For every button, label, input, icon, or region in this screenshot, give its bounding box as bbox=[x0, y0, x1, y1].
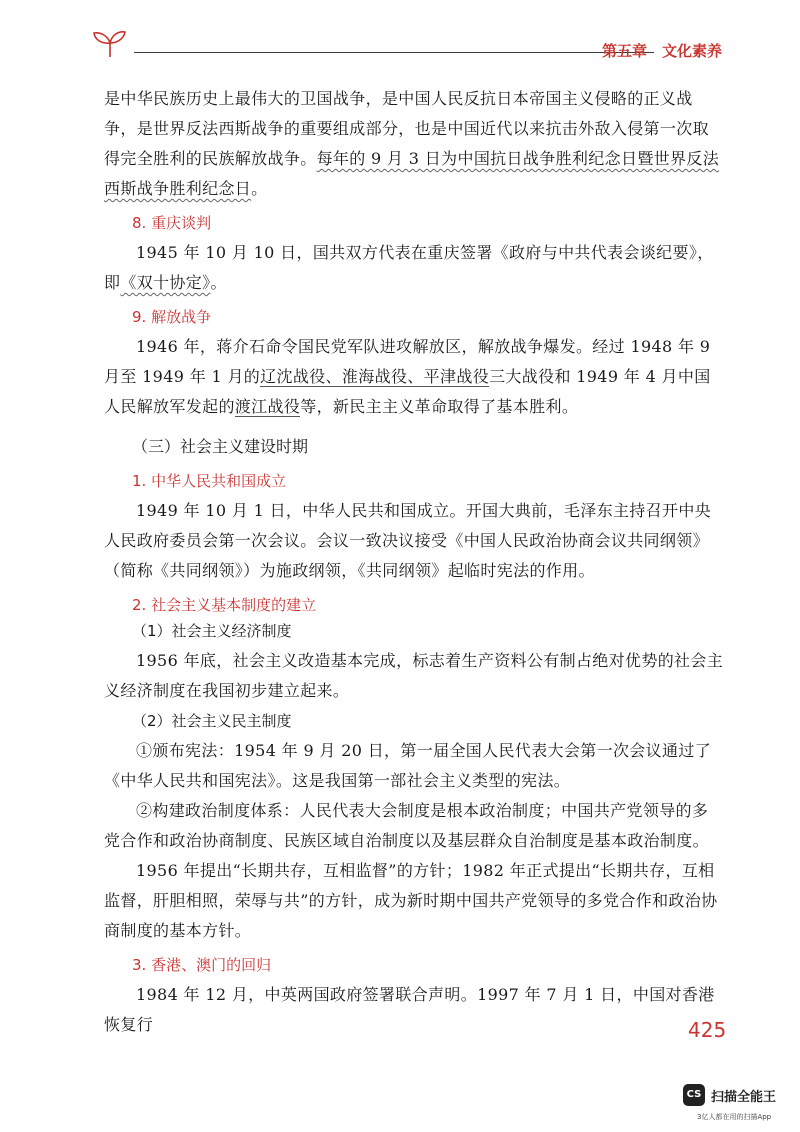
watermark-slogan: 3亿人都在用的扫描App bbox=[697, 1113, 772, 1121]
paragraph-hk-macau-return: 1984 年 12 月，中英两国政府签署联合声明。1997 年 7 月 1 日，中国对香港恢复行 bbox=[104, 985, 715, 1034]
paragraph-chongqing-talks: 1945 年 10 月 10 日，国共双方代表在重庆签署《政府与中共代表会谈纪要》，即《双十协定》。 bbox=[104, 243, 714, 292]
underlined-emphasis: 辽沈战役、淮海战役、平津战役 bbox=[260, 367, 490, 386]
paragraph-policy: 1956 年提出“长期共存，互相监督”的方针；1982 年正式提出“长期共存，互相监督，肝胆相照，荣辱与共”的方针，成为新时期中国共产党领导的多党合作和政治协商制度的基本方针。 bbox=[104, 861, 718, 940]
page-body bbox=[104, 84, 727, 1042]
page-header bbox=[92, 28, 722, 68]
heading-chongqing-talks: 8. 重庆谈判 bbox=[132, 214, 212, 232]
paragraph-prc-founding: 1949 年 10 月 1 日，中华人民共和国成立。开国大典前，毛泽东主持召开中央人民政府委员会第一次会议。会议一致决议接受《中国人民政治协商会议共同纲领》（简称《共同纲领》）为施政纲领，《共同纲领》起临时宪法的作用。 bbox=[104, 501, 712, 580]
chapter-title: 第五章 文化素养 bbox=[601, 42, 722, 60]
paragraph-constitution: ①颁布宪法：1954 年 9 月 20 日，第一届全国人民代表大会第一次会议通过了《中华人民共和国宪法》。这是我国第一部社会主义类型的宪法。 bbox=[104, 741, 712, 790]
paragraph-political-system: ②构建政治制度体系：人民代表大会制度是根本政治制度；中国共产党领导的多党合作和政治协商制度、民族区域自治制度以及基层群众自治制度是基本政治制度。 bbox=[104, 801, 709, 850]
paragraph-liberation-war: 1946 年，蒋介石命令国民党军队进攻解放区，解放战争爆发。经过 1948 年 9 月至 1949 年 1 月的辽沈战役、淮海战役、平津战役三大战役和 1949 年 4 月中国人民解放军发起的渡江战役等，新民主主义革命取得了基本胜利。 bbox=[104, 337, 711, 416]
paragraph-economic-system: 1956 年底，社会主义改造基本完成，标志着生产资料公有制占绝对优势的社会主义经济制度在我国初步建立起来。 bbox=[104, 651, 724, 700]
underlined-emphasis: 渡江战役 bbox=[234, 397, 301, 416]
sprout-icon bbox=[92, 28, 128, 62]
heading-hk-macau-return: 3. 香港、澳门的回归 bbox=[132, 956, 272, 974]
subheading-democratic-system: （2）社会主义民主制度 bbox=[132, 712, 292, 730]
page-number: 425 bbox=[688, 1018, 727, 1042]
watermark-name: 扫描全能王 bbox=[711, 1090, 777, 1105]
wavy-emphasis: 《双十协定》 bbox=[120, 273, 211, 292]
heading-liberation-war: 9. 解放战争 bbox=[132, 308, 212, 326]
header-rule bbox=[134, 52, 654, 53]
heading-prc-founding: 1. 中华人民共和国成立 bbox=[132, 472, 287, 490]
subheading-economic-system: （1）社会主义经济制度 bbox=[132, 622, 292, 640]
camscanner-logo-icon: CS bbox=[683, 1084, 705, 1106]
section-heading-socialist-construction: （三）社会主义建设时期 bbox=[132, 437, 309, 456]
paragraph-intro: 是中华民族历史上最伟大的卫国战争，是中国人民反抗日本帝国主义侵略的正义战争，是世界反法西斯战争的重要组成部分，也是中国近代以来抗击外敌入侵第一次取得完全胜利的民族解放战争。每年的 9 月 3 日为中国抗日战争胜利纪念日暨世界反法西斯战争胜利纪念日。 bbox=[104, 89, 720, 198]
heading-basic-system: 2. 社会主义基本制度的建立 bbox=[132, 596, 317, 614]
wavy-emphasis: 每年的 9 月 3 日为中国抗日战争胜利纪念日暨世界反法西斯战争胜利纪念日 bbox=[104, 149, 720, 198]
